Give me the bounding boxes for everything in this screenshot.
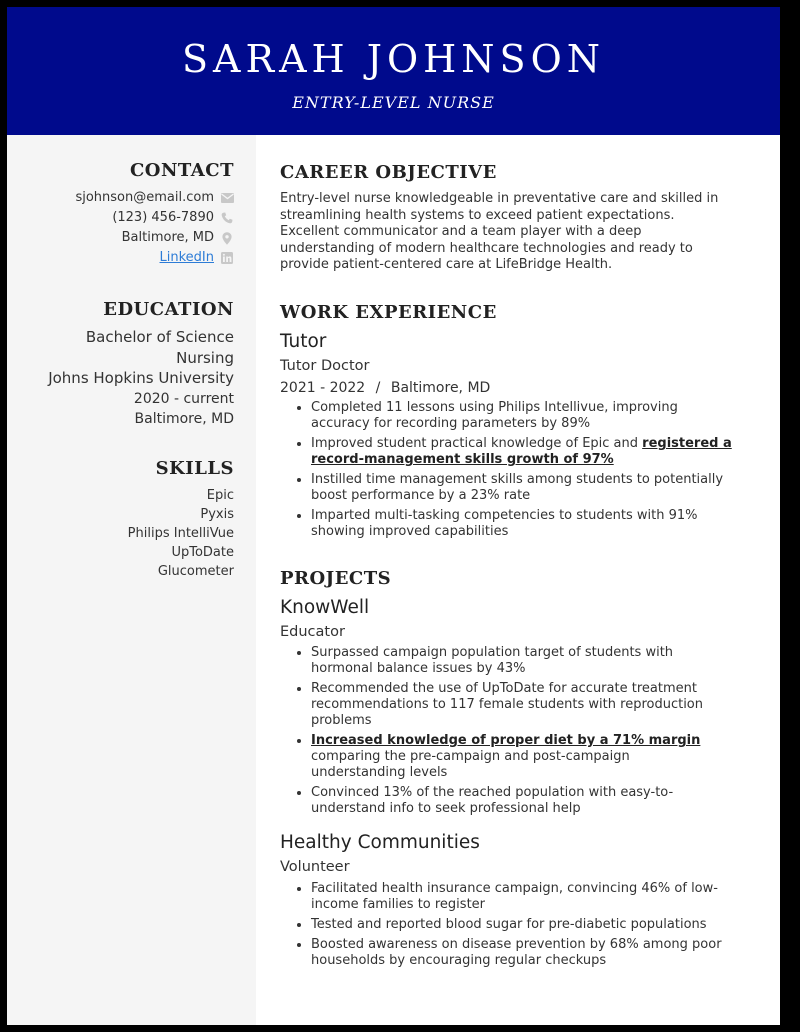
skill-item: Philips IntelliVue (127, 526, 234, 541)
map-pin-icon (220, 232, 234, 245)
highlight-text: record-management skills growth of 97% (311, 452, 614, 467)
experience-location: Baltimore, MD (390, 380, 491, 396)
list-item (311, 937, 780, 969)
education-location: Baltimore, MD (134, 411, 234, 427)
envelope-icon (220, 193, 234, 203)
sidebar (7, 135, 256, 1025)
objective-line: Entry-level nurse knowledgeable in preventative care and skilled in (280, 191, 719, 206)
list-item (311, 733, 780, 781)
contact-linkedin (75, 248, 234, 268)
experience-org: Tutor Doctor (280, 358, 370, 374)
project-name: KnowWell (280, 597, 370, 618)
bullet-line: Completed 11 lessons using Philips Intellivue, improving (311, 400, 678, 415)
bullet-line: understanding levels (311, 765, 448, 780)
bullet-line: accuracy for recording parameters by 89% (311, 416, 591, 431)
projects-heading: PROJECTS (280, 568, 392, 589)
bullet-line (311, 452, 780, 468)
list-item (311, 917, 780, 933)
experience-dates: 2021 - 2022 (280, 380, 366, 396)
resume-page (7, 7, 780, 1025)
project-bullets (280, 645, 780, 821)
experience-dates-row (280, 379, 490, 397)
skill-item: Glucometer (157, 564, 234, 579)
phone-text: (123) 456-7890 (112, 210, 214, 225)
skills-heading: SKILLS (155, 458, 234, 479)
experience-heading: WORK EXPERIENCE (280, 302, 497, 323)
bullet-line: households by encouraging regular checkups (311, 953, 607, 968)
bullet-line: income families to register (311, 897, 486, 912)
project-bullets (280, 881, 780, 973)
candidate-title: ENTRY-LEVEL NURSE (292, 93, 495, 112)
bullet-line: Surpassed campaign population target of students with (311, 645, 674, 660)
email-text: sjohnson@email.com (75, 190, 214, 205)
list-item (311, 881, 780, 913)
location-text: Baltimore, MD (121, 230, 214, 245)
experience-bullets (280, 400, 780, 544)
objective-line: provide patient-centered care at LifeBridge Health. (280, 257, 613, 272)
education-dates: 2020 - current (133, 390, 234, 407)
bullet-line: Instilled time management skills among students to potentially (311, 472, 724, 487)
education-major: Nursing (176, 348, 234, 367)
bullet-text: Improved student practical knowledge of Epic and (311, 436, 643, 451)
project-role: Volunteer (280, 859, 350, 875)
bullet-line: boost performance by a 23% rate (311, 488, 531, 503)
bullet-line (311, 436, 780, 452)
bullet-line: Imparted multi-tasking competencies to students with 91% (311, 508, 698, 523)
skill-item: Epic (206, 488, 234, 503)
list-item (311, 508, 780, 540)
education-heading: EDUCATION (103, 299, 234, 320)
list-item (311, 436, 780, 468)
phone-icon (220, 212, 234, 224)
bullet-line: Recommended the use of UpToDate for accurate treatment (311, 681, 697, 696)
education-degree: Bachelor of Science (85, 328, 234, 346)
skill-item: Pyxis (200, 507, 234, 522)
date-separator: / (375, 380, 381, 396)
bullet-line: Tested and reported blood sugar for pre-diabetic populations (311, 917, 707, 932)
resume-header (7, 7, 780, 135)
bullet-line (311, 733, 780, 749)
linkedin-link[interactable]: LinkedIn (159, 250, 214, 265)
education-school: Johns Hopkins University (48, 369, 234, 387)
education-section (48, 299, 234, 430)
objective-text (280, 191, 740, 274)
project-name: Healthy Communities (280, 832, 480, 853)
skill-item: UpToDate (171, 545, 234, 560)
linkedin-icon (220, 252, 234, 264)
bullet-line: Convinced 13% of the reached population with easy-to- (311, 785, 674, 800)
bullet-line: hormonal balance issues by 43% (311, 661, 526, 676)
bullet-line: comparing the pre-campaign and post-campaign (311, 749, 630, 764)
list-item (311, 681, 780, 729)
list-item (311, 785, 780, 817)
bullet-line: showing improved capabilities (311, 524, 509, 539)
candidate-name: SARAH JOHNSON (182, 37, 605, 81)
skills-section (128, 458, 234, 581)
bullet-line: understand info to seek professional help (311, 801, 581, 816)
bullet-line: recommendations to 117 female students with reproduction (311, 697, 703, 712)
contact-heading: CONTACT (129, 160, 234, 181)
objective-line: streamlining health systems to exceed patient expectations. (280, 207, 675, 223)
contact-phone (75, 208, 234, 228)
bullet-line: problems (311, 713, 372, 728)
contact-section (75, 160, 234, 268)
bullet-line: Facilitated health insurance campaign, convincing 46% of low- (311, 881, 718, 896)
bullet-line: Boosted awareness on disease prevention by 68% among poor (311, 937, 722, 952)
list-item (311, 645, 780, 677)
objective-line: understanding of modern healthcare technologies and ready to (280, 240, 693, 256)
project-role: Educator (280, 624, 345, 640)
highlight-text: registered a (642, 436, 732, 451)
experience-role: Tutor (280, 331, 327, 352)
contact-location (75, 228, 234, 248)
highlight-text: Increased knowledge of proper diet by a 71% margin (311, 733, 701, 748)
list-item (311, 400, 780, 432)
objective-heading: CAREER OBJECTIVE (280, 162, 497, 183)
list-item (311, 472, 780, 504)
objective-line: Excellent communicator and a team player with a deep (280, 224, 642, 239)
contact-email (75, 188, 234, 208)
